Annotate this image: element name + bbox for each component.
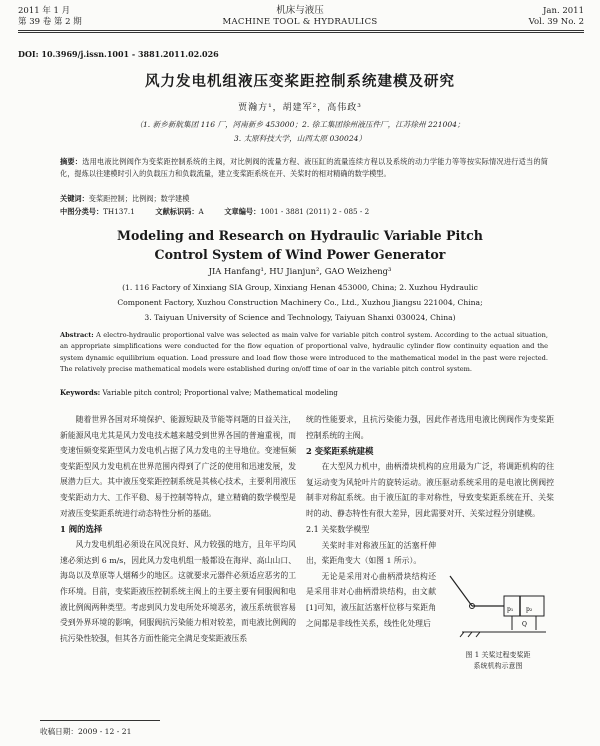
- paper-title-en-line2: Control System of Wind Power Generator: [154, 247, 446, 262]
- subsection-2-1-heading: 2.1 关桨数学模型: [306, 524, 370, 534]
- affiliation-en-2: Component Factory, Xuzhou Construction Machinery Co., Ltd., Xuzhou Jiangsu 221004, China;: [117, 298, 483, 307]
- affiliation-en-1: (1. 116 Factory of Xinxiang SIA Group, Xinxiang Henan 453000, China; 2. Xuzhou Hydraulic: [122, 283, 478, 292]
- affiliation-cn-2: 3. 太原科技大学，山西太原 030024）: [233, 134, 367, 143]
- abstract-cn: [60, 156, 548, 180]
- keywords-cn: [60, 193, 548, 205]
- keywords-cn-text: 变桨距控制；比例阀；数学建模: [88, 194, 190, 203]
- header-rule: [18, 30, 584, 31]
- abstract-cn-text: 选用电液比例阀作为变桨距控制系统的主阀，对比例阀的流量方程、液压缸的流量连续方程以及系统的动力学能力等等按实际情况进行适当的简化，提炼以往建模时引入的负载压力和负载流量，建立变桨距系统在开、关桨时的相对精确的数学模型。: [60, 157, 548, 178]
- abstract-en: [60, 330, 548, 376]
- label-p2: p₂: [526, 606, 533, 613]
- classification-line: [60, 206, 548, 218]
- doc-code-label: 文献标识码：: [155, 207, 199, 216]
- hatch-2: [468, 632, 472, 637]
- keywords-en-label: Keywords:: [60, 388, 101, 397]
- keywords-cn-label: 关键词：: [60, 194, 89, 203]
- doc-code-value: A: [198, 207, 204, 216]
- abstract-en-text: A electro-hydraulic proportional valve was selected as main valve for variable pitch control system. According to the actual situation, an appropriate simplifications were conducted for the flow equation of proportional valve, hydraulic cylinder flow continuity equation and the system dynamic equilibrium equation. Load pressure and load flow those were introduced to the mathematical model in the past were rejected. The relatively precise mathematical models were established during on/off time of oar in the variable pitch control system.: [60, 331, 548, 374]
- closing-paragraph-a: 关桨时非对称液压缸的活塞杆伸出，桨距角变大（如图 1 所示）。: [306, 540, 436, 566]
- header-date-right: Jan. 2011: [543, 6, 584, 16]
- article-no-label: 文章编号：: [224, 207, 261, 216]
- paper-title-en-line1: Modeling and Research on Hydraulic Variable Pitch: [117, 228, 483, 243]
- keywords-en-text: Variable pitch control; Proportional valve; Mathematical modeling: [102, 389, 338, 397]
- header-volume-right: Vol. 39 No. 2: [528, 17, 584, 27]
- figure-1: [442, 566, 554, 676]
- section-1-heading: 1 阀的选择: [60, 524, 103, 535]
- affiliation-en-3: 3. Taiyuan University of Science and Technology, Taiyuan Shanxi 030024, China): [144, 313, 456, 322]
- paper-title-cn: 风力发电机组液压变桨距控制系统建模及研究: [145, 73, 455, 90]
- received-date: 收稿日期：2009 - 12 - 21: [40, 727, 132, 736]
- figure-1-caption-line2: 系统机构示意图: [473, 662, 523, 670]
- body-left-column: [60, 412, 296, 646]
- label-p1: p₁: [507, 606, 514, 613]
- authors-cn: 贾瀚方¹，胡建军²，高伟政³: [238, 103, 362, 113]
- figure-1-caption-line1: 图 1 关桨过程变桨距: [465, 651, 531, 659]
- modeling-paragraph: 在大型风力机中，曲柄滑块机构的应用最为广泛，将调距机构的往复运动变为风轮叶片的旋转运动。液压驱动系统采用的是电液比例阀控制非对称缸系统。由于液压缸的非对称性，导致变桨距系统在开、关桨时的动、静态特性有很大差异，因此需要对开、关桨过程分别建模。: [306, 462, 554, 518]
- keywords-en: [60, 387, 548, 399]
- header-date-left: 2011 年 1 月: [18, 6, 71, 16]
- closing-paragraph-b: 无论是采用对心曲柄滑块结构还是采用非对心曲柄滑块结构，由文献[1]可知，液压缸活塞杆位移与桨距角之间都是非线性关系，线性化处理后: [306, 571, 436, 628]
- intro-paragraph: 随着世界各国对环境保护、能源短缺及节能等问题的日益关注，新能源风电尤其是风力发电技术越来越受到世界各国的普遍重视，而变速恒频变桨距型风力发电机占据了风力发电的主导地位。变速恒频变桨距型风力发电机在世界范围内得到了广泛的使用和迅速发展，发展潜力巨大。其中液压变桨距控制系统是其核心技术，主要利用液压变桨距动力大、工作平稳、易于控制等特点，建立精确的数学模型是对液压变桨距系统进行动态特性分析的基础。: [60, 415, 296, 518]
- clc-label: 中图分类号：: [60, 207, 104, 216]
- journal-title-cn: 机床与液压: [276, 5, 324, 16]
- abstract-en-label: Abstract:: [60, 331, 94, 339]
- journal-title-en: MACHINE TOOL & HYDRAULICS: [222, 17, 378, 27]
- label-q: Q: [522, 621, 527, 628]
- hatch-3: [476, 632, 480, 637]
- authors-en: JIA Hanfang¹, HU Jianjun², GAO Weizheng³: [208, 266, 392, 276]
- figure-1-diagram: [442, 566, 554, 646]
- abstract-cn-label: 摘要：: [60, 157, 83, 166]
- header-volume-left: 第 39 卷 第 2 期: [18, 17, 82, 27]
- footnote-rule: [40, 720, 160, 721]
- section-2-heading: 2 变桨距系统建模: [306, 446, 374, 457]
- header-rule-2: [18, 32, 584, 33]
- affiliation-cn-1: （1. 新乡新航集团 116 厂，河南新乡 453000；2. 徐工集团徐州液压件厂，江苏徐州 221004；: [135, 120, 465, 129]
- valve-conclusion-paragraph: 统的性能要求，且抗污染能力强，因此作者选用电液比例阀作为变桨距控制系统的主阀。: [306, 415, 554, 440]
- article-no-value: 1001 - 3881 (2011) 2 - 085 - 2: [260, 207, 370, 216]
- doi: DOI: 10.3969/j.issn.1001 - 3881.2011.02.026: [18, 49, 219, 59]
- clc-value: TH137.1: [103, 207, 135, 216]
- hatch-1: [460, 632, 464, 637]
- blade-arm: [450, 576, 472, 606]
- valve-selection-paragraph: 风力发电机组必须设在风况良好、风力较强的地方，且年平均风速必须达到 6 m/s，因此风力发电机组一般都设在海岸、高山山口、海岛以及草原等人烟稀少的地区。这就要求元器件必须适应恶劣的工作环境。目前，变桨距液压控制系统主阀上的主要主要有伺服阀和电液比例阀两种类型。考虑到风力发电所处环境恶劣，液压系统很容易受到外界环境的影响，伺服阀抗污染能力相对较差，而电液比例阀的抗污染性较强，但其各方面性能完全满足变桨距液压系: [60, 540, 296, 643]
